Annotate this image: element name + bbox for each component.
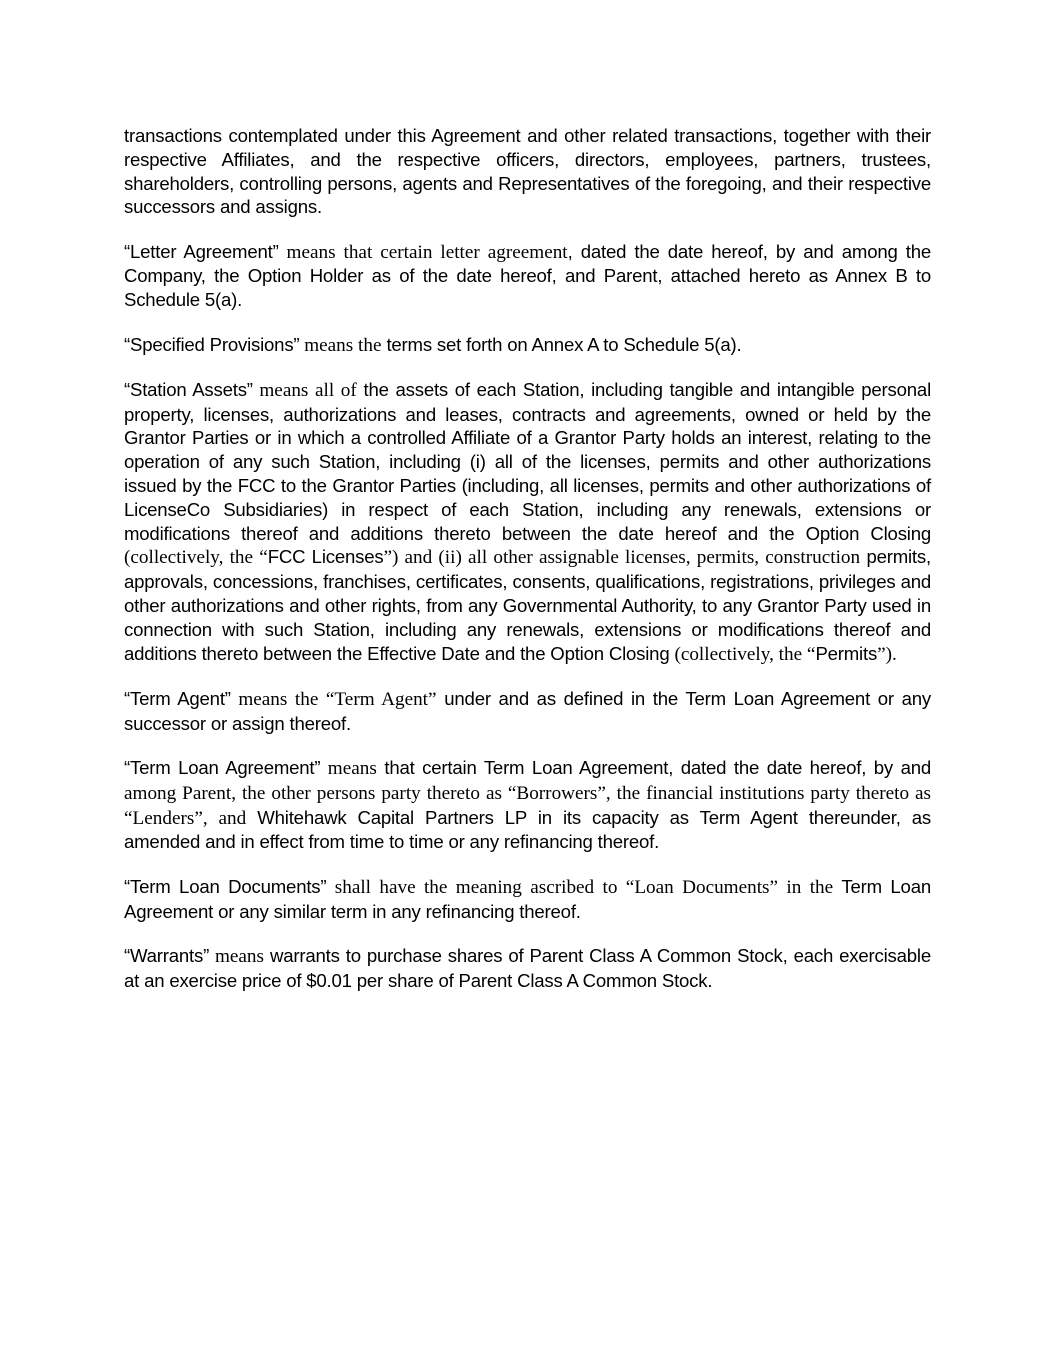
definition-text-serif: ”) and (ii) all other assignable licenses, permits, construction bbox=[383, 547, 861, 569]
definition-text: permits, approvals, concessions, franchises, certificates, consents, qualifications, registrations, privileges and other authorizations and other rights, from any Governmental Authority, to any Grantor Party used in connection with such Station, including any renewals, extensions or modifications thereof and additions thereto between the Effective Date and the Option Closing bbox=[124, 546, 931, 664]
definition-lead: means bbox=[320, 758, 377, 780]
defined-term-inline: FCC Licenses bbox=[267, 546, 384, 568]
defined-term: “Station Assets” bbox=[124, 378, 253, 400]
definition-warrants bbox=[124, 944, 931, 993]
defined-term: “Term Loan Documents” bbox=[124, 875, 327, 897]
definition-station-assets bbox=[124, 378, 931, 667]
definition-lead: shall have the meaning ascribed to “Loan Documents” in the bbox=[326, 876, 834, 898]
definition-term-loan-agreement bbox=[124, 756, 931, 854]
definition-term-loan-documents bbox=[124, 875, 931, 924]
definition-text: warrants to purchase shares of Parent Class A Common Stock, each exercisable at an exercise price of $0.01 per share of Parent Class A Common Stock. bbox=[124, 944, 931, 991]
definition-term-agent bbox=[124, 687, 931, 736]
definition-lead: means the “Term Agent” bbox=[230, 688, 437, 710]
defined-term: “Warrants” bbox=[124, 944, 210, 966]
definition-text: , dated the date hereof, by and among the Company, the Option Holder as of the date hereof, and Parent, attached hereto as Annex B to Schedule 5(a). bbox=[124, 240, 931, 311]
definition-lead: means the bbox=[299, 334, 382, 356]
definition-lead: means all of bbox=[252, 379, 357, 401]
definition-text: terms set forth on Annex A to Schedule 5(a). bbox=[381, 333, 742, 355]
definition-text: under and as defined in the Term Loan Agreement or any successor or assign thereof. bbox=[124, 687, 931, 734]
definition-text: that certain Term Loan Agreement, dated the date hereof, by and bbox=[376, 757, 931, 779]
definition-lead: means that certain letter agreement bbox=[278, 241, 568, 263]
document-page bbox=[124, 124, 931, 1013]
paragraph-continuation bbox=[124, 124, 931, 219]
definition-text: the assets of each Station, including tangible and intangible personal property, licenses, authorizations and leases, contracts and agreements, owned or held by the Grantor Parties or in which a controlled Affiliate of a Grantor Party holds an interest, relating to the operation of any such Station, including (i) all of the licenses, permits and other authorizations issued by the FCC to the Grantor Parties (including, all licenses, permits and other authorizations of LicenseCo Subsidiaries) in respect of each Station, including any renewals, extensions or modifications thereof and additions thereto between the date hereof and the Option Closing bbox=[124, 378, 931, 544]
definition-text-serif: among Parent, the other persons party thereto as “Borrowers”, the financial institutions party thereto as “Lenders”, and bbox=[124, 782, 931, 829]
defined-term: “Letter Agreement” bbox=[124, 240, 279, 262]
defined-term: “Term Agent” bbox=[124, 687, 231, 709]
definition-end: ”). bbox=[877, 643, 897, 665]
defined-term: “Specified Provisions” bbox=[124, 333, 300, 355]
paragraph-text: transactions contemplated under this Agreement and other related transactions, together with their respective Affiliates, and the respective officers, directors, employees, partners, trustees, shareholders, controlling persons, agents and Representatives of the foregoing, and their respective successors and assigns. bbox=[124, 125, 931, 218]
definition-letter-agreement bbox=[124, 240, 931, 312]
definition-text: Whitehawk Capital Partners LP in its capacity as Term Agent thereunder, as amended and in effect from time to time or any refinancing thereof. bbox=[124, 806, 931, 853]
defined-term: “Term Loan Agreement” bbox=[124, 757, 321, 779]
definition-specified-provisions bbox=[124, 333, 931, 358]
definition-text-serif: (collectively, the “ bbox=[124, 547, 268, 569]
defined-term-inline: Permits bbox=[815, 642, 878, 664]
definition-text-serif: (collectively, the “ bbox=[674, 643, 816, 665]
definition-lead: means bbox=[209, 945, 264, 967]
definition-text: Term Loan Agreement or any similar term in any refinancing thereof. bbox=[124, 875, 931, 922]
